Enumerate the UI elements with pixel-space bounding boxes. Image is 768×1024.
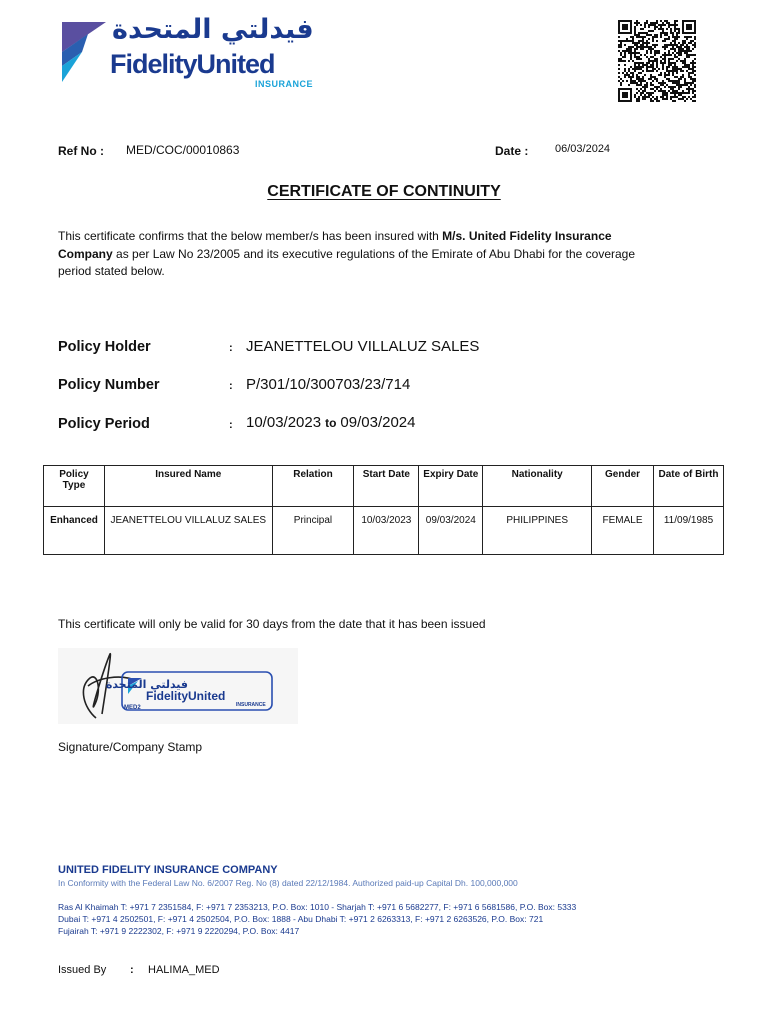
col-insured-name: Insured Name [104, 466, 272, 507]
policy-period-colon: : [229, 419, 233, 431]
col-relation: Relation [272, 466, 354, 507]
footer-address-line-1: Ras Al Khaimah T: +971 7 2351584, F: +971 7 2353213, P.O. Box: 1010 - Sharjah T: +971 6 5682277, F: +971 6 5681586, P.O. Box: 5333 [58, 902, 577, 912]
intro-text-2: as per Law No 23/2005 and its executive regulations of the Emirate of Abu Dhabi for the coverage period stated below. [58, 246, 636, 278]
stamp-english: FidelityUnited [146, 689, 226, 703]
cell-date-of-birth: 11/09/1985 [654, 507, 724, 555]
period-to-word: to [325, 416, 337, 430]
policy-number-label: Policy Number [58, 377, 160, 393]
table-header-row [44, 466, 724, 507]
col-start-date: Start Date [354, 466, 419, 507]
signature-caption: Signature/Company Stamp [58, 740, 203, 754]
policy-number-colon: : [229, 380, 233, 392]
date-value: 06/03/2024 [555, 143, 611, 155]
date-label: Date : [495, 144, 529, 158]
issued-by-value: HALIMA_MED [148, 964, 220, 976]
policy-period-label: Policy Period [58, 416, 150, 432]
cell-gender: FEMALE [592, 507, 654, 555]
policy-holder-label: Policy Holder [58, 339, 151, 355]
table-row [44, 507, 724, 555]
col-gender: Gender [592, 466, 654, 507]
intro-company-name: M/s. United Fidelity Insurance Company [58, 229, 612, 261]
footer-address-line-2: Dubai T: +971 4 2502501, F: +971 4 2502504, P.O. Box: 1888 - Abu Dhabi T: +971 2 6263313, F: +971 2 6263526, P.O. Box: 721 [58, 914, 544, 924]
col-expiry-date: Expiry Date [419, 466, 483, 507]
cell-policy-type: Enhanced [44, 507, 105, 555]
cell-start-date: 10/03/2023 [354, 507, 419, 555]
certificate-title: CERTIFICATE OF CONTINUITY [267, 183, 501, 200]
qr-code-icon [618, 20, 696, 102]
ref-value: MED/COC/00010863 [126, 143, 240, 157]
issued-by-colon: : [130, 964, 134, 976]
logo-arabic-text: فيدلتي المتحدة [112, 14, 314, 45]
ref-label: Ref No : [58, 144, 104, 158]
issued-by-label: Issued By [58, 964, 107, 976]
stamp-insurance: INSURANCE [236, 702, 266, 708]
company-stamp-signature [58, 648, 298, 724]
col-nationality: Nationality [483, 466, 592, 507]
stamp-arabic: فيدلتي المتحدة [105, 678, 188, 691]
policy-number-value: P/301/10/300703/23/714 [246, 376, 411, 393]
stamp-code: MED2 [124, 705, 141, 711]
cell-relation: Principal [272, 507, 354, 555]
cell-insured-name: JEANETTELOU VILLALUZ SALES [104, 507, 272, 555]
intro-paragraph [58, 228, 658, 281]
policy-period-value [246, 414, 415, 431]
period-from: 10/03/2023 [246, 414, 322, 431]
policy-holder-colon: : [229, 342, 233, 354]
period-to: 09/03/2024 [340, 414, 416, 431]
footer-conformity: In Conformity with the Federal Law No. 6/2007 Reg. No (8) dated 22/12/1984. Authorized paid-up Capital Dh. 100,000,000 [58, 878, 518, 888]
col-policy-type: Policy Type [44, 466, 105, 507]
insured-members-table [43, 465, 724, 555]
company-logo-mark [62, 22, 106, 82]
footer-company-name: UNITED FIDELITY INSURANCE COMPANY [58, 864, 278, 876]
cell-expiry-date: 09/03/2024 [419, 507, 483, 555]
cell-nationality: PHILIPPINES [483, 507, 592, 555]
intro-text-1: This certificate confirms that the below member/s has been insured with [58, 229, 443, 243]
col-date-of-birth: Date of Birth [654, 466, 724, 507]
footer-address-line-3: Fujairah T: +971 9 2222302, F: +971 9 2220294, P.O. Box: 4417 [58, 926, 300, 936]
validity-note: This certificate will only be valid for 30 days from the date that it has been issued [58, 617, 486, 631]
logo-english-text: FidelityUnited [110, 49, 275, 79]
logo-insurance-text: INSURANCE [255, 79, 314, 89]
policy-holder-value: JEANETTELOU VILLALUZ SALES [246, 338, 480, 355]
